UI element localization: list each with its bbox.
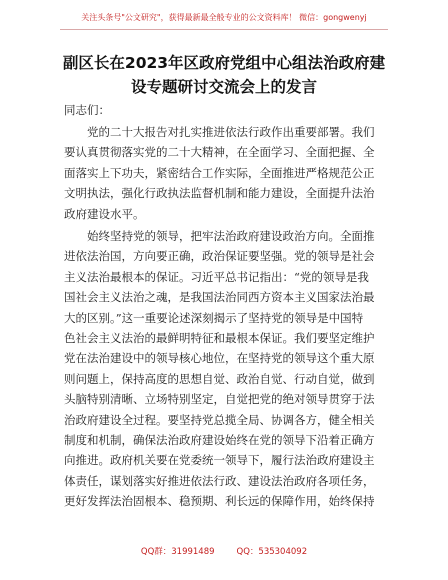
paragraph-line: 文明执法，强化行政执法监督机制和能力建设，全面提升法治 [64, 186, 375, 201]
paragraph-line: 党在法治建设中的领导核心地位，在坚持党的领导这个重大原 [64, 351, 375, 366]
paragraph-line: 始终坚持党的领导，把牢法治政府建设政治方向。全面推 [64, 229, 375, 243]
document-title [44, 51, 404, 99]
promo-banner-text: 关注头条号"公文研究"，获得最新最全般专业的公文资料库！ 微信：gongwenyj [81, 13, 367, 22]
paragraph-line: 制度和机制，确保法治政府建设始终在党的领导下沿着正确方 [64, 433, 375, 448]
salutation: 同志们： [64, 103, 110, 117]
document-title-line-1: 副区长在2023年区政府党组中心组法治政府建 [62, 54, 386, 72]
page-footer [0, 546, 448, 558]
document-title-line-2: 设专题研讨交流会上的发言 [130, 78, 317, 96]
paragraph-line: 头脑特别清晰、立场特别坚定，自觉把党的绝对领导贯穿于法 [64, 392, 375, 407]
footer-qq-group: QQ群：31991489 [140, 547, 215, 557]
paragraph-line: 进依法治国，方向要正确，政治保证要坚强。党的领导是社会 [64, 249, 375, 264]
paragraph-line: 更好发挥法治固根本、稳预期、利长远的保障作用，始终保持 [64, 494, 375, 509]
paragraph-line: 向推进。政府机关要在党委统一领导下，履行法治政府建设主 [64, 453, 375, 468]
paragraph-line: 面落实上下功夫，紧密结合工作实际，全面推进严格规范公正 [64, 165, 375, 180]
paragraph-line: 体责任，谋划落实好推进依法行政、建设法治政府各项任务， [64, 473, 375, 488]
paragraph-2 [64, 226, 391, 512]
paragraph-line: 要认真贯彻落实党的二十大精神，在全面学习、全面把握、全 [64, 145, 375, 160]
footer-qq: QQ：535304092 [236, 547, 308, 557]
paragraph-line: 色社会主义法治的最鲜明特征和最根本保证。我们要坚定维护 [64, 331, 375, 346]
promo-banner [60, 9, 388, 30]
paragraph-line: 大的区别。”这一重要论述深刻揭示了坚持党的领导是中国特 [64, 310, 364, 325]
paragraph-line: 政府建设水平。 [64, 206, 145, 221]
paragraph-1 [64, 122, 391, 224]
paragraph-line: 治政府建设全过程。要坚持党总揽全局、协调各方，健全相关 [64, 412, 375, 427]
paragraph-line: 国社会主义法治之魂，是我国法治同西方资本主义国家法治最 [64, 290, 375, 305]
paragraph-line: 则问题上，保持高度的思想自觉、政治自觉、行动自觉，做到 [64, 371, 375, 386]
paragraph-line: 主义法治最根本的保证。习近平总书记指出：“党的领导是我 [64, 269, 369, 284]
paragraph-line: 党的二十大报告对扎实推进依法行政作出重要部署。我们 [64, 125, 375, 139]
